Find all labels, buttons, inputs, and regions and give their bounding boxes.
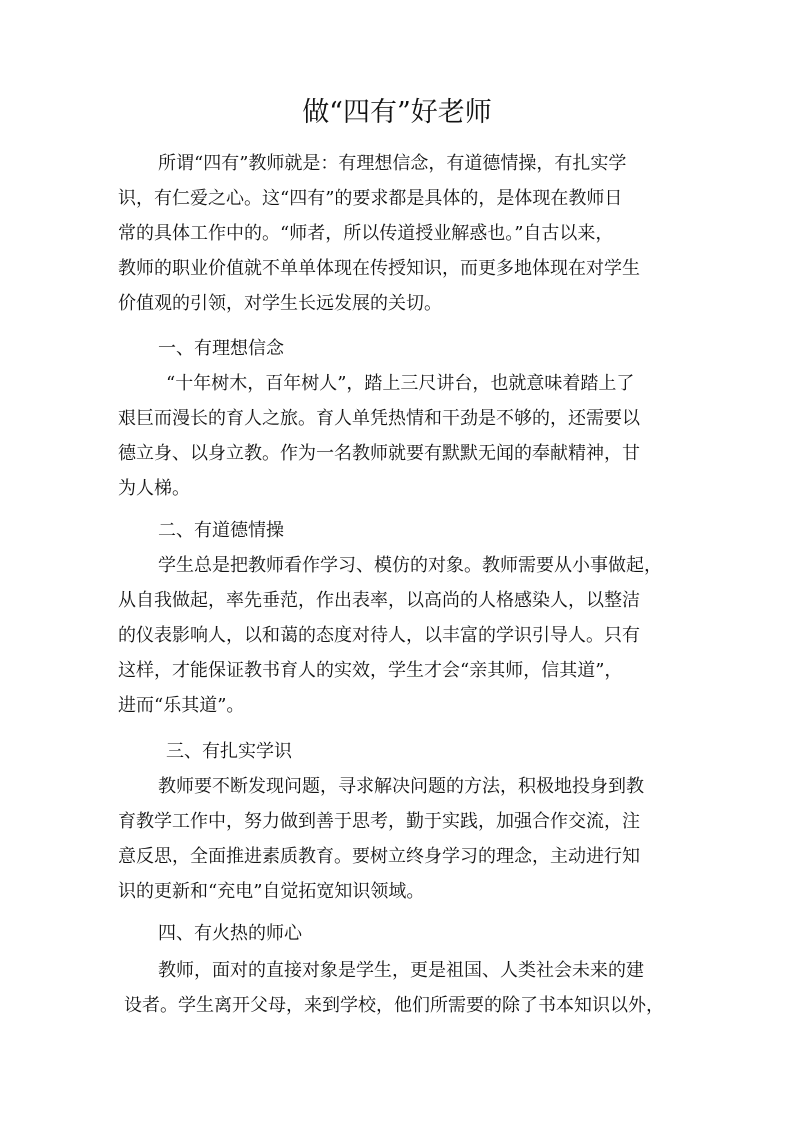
paragraph-line: 德立身、以身立教。作为一名教师就要有默默无闻的奉献精神，甘 xyxy=(118,443,640,464)
paragraph-line: 所谓“四有”教师就是：有理想信念，有道德情操，有扎实学 xyxy=(158,153,627,174)
paragraph-line: 的仪表影响人，以和蔼的态度对待人，以丰富的学识引导人。只有 xyxy=(118,625,640,646)
section-heading: 四、有火热的师心 xyxy=(158,923,302,944)
paragraph-line: 价值观的引领，对学生长远发展的关切。 xyxy=(118,293,442,314)
paragraph-line: 识，有仁爱之心。这“四有”的要求都是具体的，是体现在教师日 xyxy=(118,188,623,209)
paragraph-line: 艰巨而漫长的育人之旅。育人单凭热情和干劲是不够的，还需要以 xyxy=(118,408,640,429)
paragraph-line: 教师的职业价值就不单单体现在传授知识，而更多地体现在对学生 xyxy=(118,258,640,279)
paragraph-line: 进而“乐其道”。 xyxy=(118,695,245,716)
document-title: 做“四有”好老师 xyxy=(302,97,492,128)
section-heading: 一、有理想信念 xyxy=(158,338,284,359)
paragraph-line: 为人梯。 xyxy=(118,478,190,499)
paragraph-line: 常的具体工作中的。“师者，所以传道授业解惑也。”自古以来， xyxy=(118,223,614,244)
section-heading: 三、有扎实学识 xyxy=(166,741,292,762)
paragraph-line: “十年树木，百年树人”，踏上三尺讲台，也就意味着踏上了 xyxy=(166,373,635,394)
paragraph-line: 从自我做起，率先垂范，作出表率，以高尚的人格感染人，以整洁 xyxy=(118,590,640,611)
paragraph-line: 学生总是把教师看作学习、模仿的对象。教师需要从小事做起， xyxy=(158,555,662,576)
section-heading: 二、有道德情操 xyxy=(158,520,284,541)
paragraph-line: 设者。学生离开父母，来到学校，他们所需要的除了书本知识以外， xyxy=(124,995,664,1016)
paragraph-line: 这样，才能保证教书育人的实效，学生才会“亲其师，信其道”， xyxy=(118,660,623,681)
paragraph-line: 育教学工作中，努力做到善于思考，勤于实践，加强合作交流，注 xyxy=(118,811,640,832)
paragraph-line: 识的更新和“充电”自觉拓宽知识领域。 xyxy=(118,881,425,902)
paragraph-line: 教师要不断发现问题，寻求解决问题的方法，积极地投身到教 xyxy=(158,776,644,797)
paragraph-line: 意反思，全面推进素质教育。要树立终身学习的理念，主动进行知 xyxy=(118,846,640,867)
paragraph-line: 教师，面对的直接对象是学生，更是祖国、人类社会未来的建 xyxy=(158,960,644,981)
